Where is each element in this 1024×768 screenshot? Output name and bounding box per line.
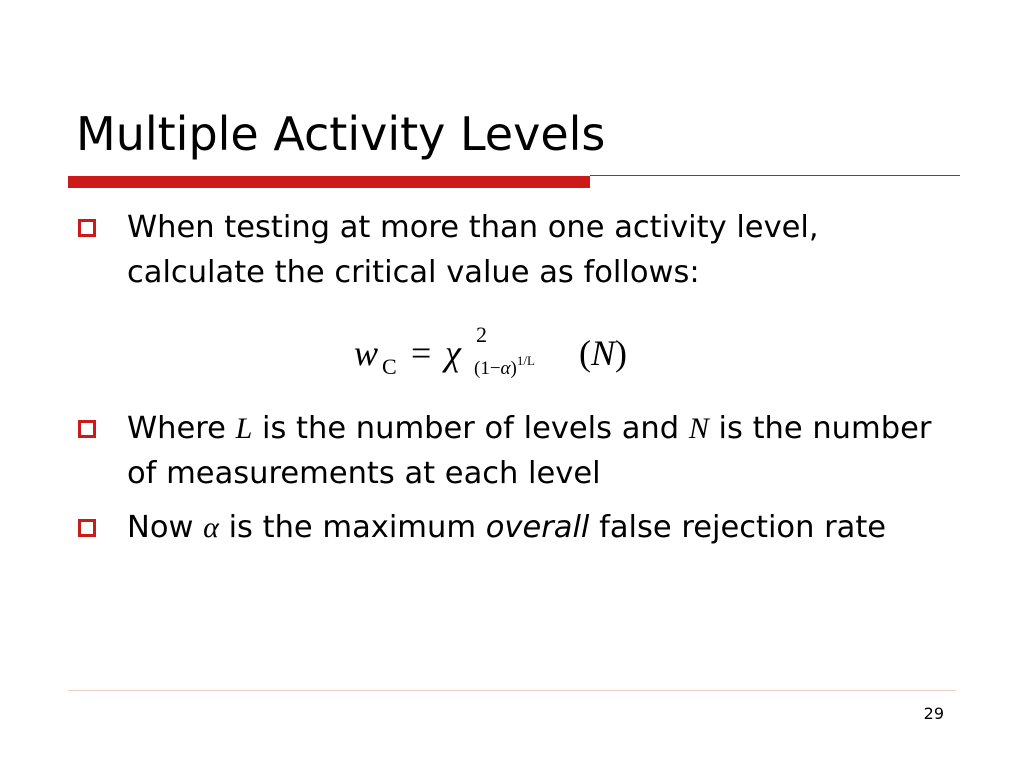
title-underline-thin <box>590 175 960 176</box>
formula-argument <box>579 332 627 374</box>
variable-N: N <box>688 412 709 445</box>
bullet-text-segment: Where <box>127 411 236 446</box>
formula-arg-variable: N <box>591 333 616 373</box>
bullet-text <box>127 505 957 550</box>
formula-arg-close: ) <box>615 333 628 373</box>
variable-alpha: α <box>203 511 219 544</box>
formula-chi-subscript <box>474 353 535 380</box>
square-bullet-icon <box>78 219 96 237</box>
formula-chi: χ <box>445 333 461 373</box>
bullet-text: When testing at more than one activity level, calculate the critical value as follows: <box>127 210 819 290</box>
formula-sub-close: ) <box>510 358 517 379</box>
formula-sub-open: (1− <box>474 358 501 379</box>
square-bullet-icon <box>78 420 96 438</box>
bullet-text <box>127 406 957 496</box>
formula-lhs-variable: w <box>354 333 379 373</box>
emphasized-word: overall <box>485 510 590 545</box>
formula-sub-exponent: 1/L <box>516 353 535 368</box>
formula-arg-open: ( <box>579 333 591 373</box>
formula-sub-alpha: α <box>500 358 511 379</box>
bullet-text-segment: is the maximum <box>218 510 486 545</box>
bullet-text-segment: is the number of measurements at each level <box>127 411 932 491</box>
formula-chi-superscript: 2 <box>476 322 487 347</box>
title-underline-thick <box>68 176 590 188</box>
square-bullet-icon <box>78 519 96 537</box>
formula-lhs-subscript: C <box>382 354 397 379</box>
critical-value-formula <box>354 318 654 390</box>
footer-divider <box>68 690 956 691</box>
bullet-text-segment: Now <box>127 510 204 545</box>
slide-title: Multiple Activity Levels <box>76 107 606 161</box>
page-number: 29 <box>923 704 944 723</box>
variable-L: L <box>235 412 253 445</box>
formula-equals: = <box>411 333 432 373</box>
bullet-text-segment: false rejection rate <box>589 510 887 545</box>
bullet-text-segment: is the number of levels and <box>252 411 689 446</box>
